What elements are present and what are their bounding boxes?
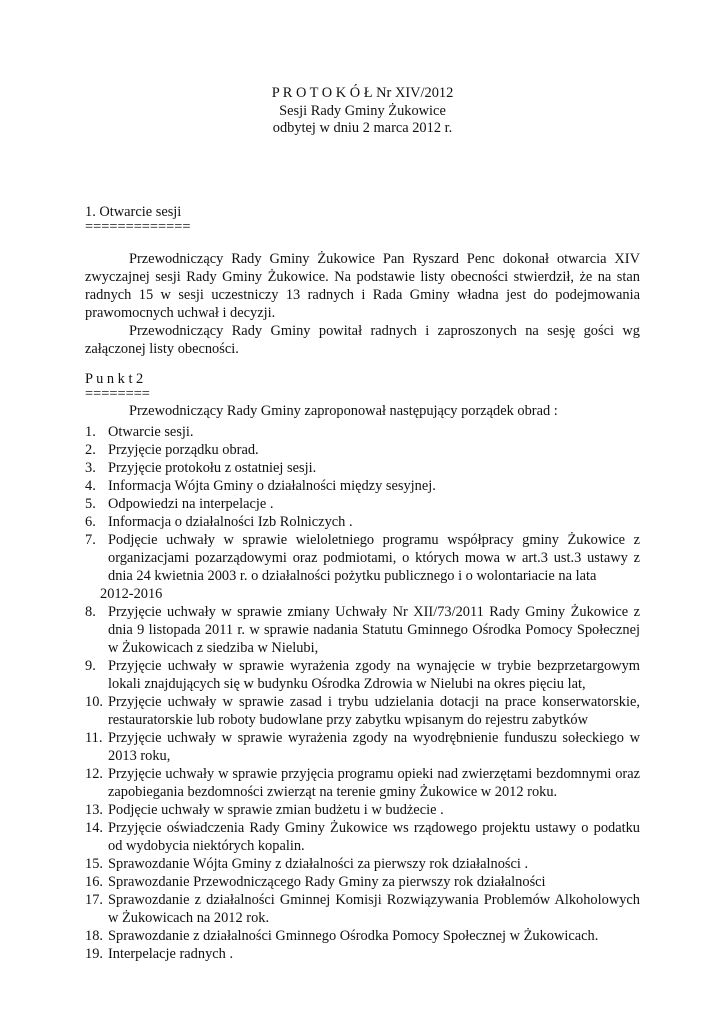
list-item [85,693,640,729]
heading-underline: ======== [85,386,150,402]
list-item [85,927,640,945]
list-item [85,819,640,855]
item-text: Przyjęcie uchwały w sprawie zmiany Uchwały Nr XII/73/2011 Rady Gminy Żukowice z dnia 9 listopada 2011 r. w sprawie nadania Statutu Gminnego Ośrodka Pomocy Społecznej w Żukowicach z siedziba w Nielubi, [108,604,640,656]
item-number: 2. [85,442,96,458]
section-heading: P u n k t 2 [85,371,144,387]
list-item [85,477,640,495]
session-subtitle: Sesji Rady Gminy Żukowice [279,102,446,119]
item-text: Odpowiedzi na interpelacje . [108,496,274,512]
item-number: 11. [85,730,103,746]
item-number: 14. [85,820,103,836]
session-date: odbytej w dniu 2 marca 2012 r. [272,120,453,136]
item-text: Przyjęcie oświadczenia Rady Gminy Żukowice ws rządowego projektu ustawy o podatku od wydobycia niektórych kopalin. [108,820,640,854]
item-number: 8. [85,604,96,620]
item-text: Sprawozdanie Wójta Gminy z działalności za pierwszy rok działalności . [108,856,529,872]
opening-text [85,250,640,358]
item-text: Informacja o działalności Izb Rolniczych . [108,514,353,530]
list-item [85,855,640,873]
list-item [85,441,640,459]
protocol-title: P R O T O K Ó Ł Nr XIV/2012 [271,85,454,101]
item-number: 10. [85,694,103,710]
list-item [85,459,640,477]
heading-underline: ============= [85,219,191,235]
item-text: Sprawozdanie Przewodniczącego Rady Gminy za pierwszy rok działalności [108,874,546,890]
list-item [85,729,640,765]
list-item [85,531,640,603]
item-text: Przyjęcie uchwały w sprawie przyjęcia programu opieki nad zwierzętami bezdomnymi oraz zapobiegania bezdomności zwierząt na terenie gminy Żukowice w 2012 roku. [108,766,640,800]
item-number: 9. [85,658,96,674]
list-item [85,657,640,693]
list-item [85,495,640,513]
list-item [85,873,640,891]
item-text: Przyjęcie uchwały w sprawie zasad i trybu udzielania dotacji na prace konserwatorskie, restauratorskie lub roboty budowlane przy zabytku wpisanym do rejestru zabytków [108,694,640,728]
item-text: Przyjęcie porządku obrad. [108,442,259,458]
item-number: 3. [85,460,96,476]
opening-paragraph: Przewodniczący Rady Gminy Żukowice Pan Ryszard Penc dokonał otwarcia XIV zwyczajnej sesji Rady Gminy Żukowice. Na podstawie listy obecności stwierdził, że na stan radnych 15 w sesji uczestniczy 13 radnych i Rada Gminy władna jest do podejmowania prawomocnych uchwał i decyzji. [85,251,640,321]
item-number: 17. [85,892,103,908]
item-number: 18. [85,928,103,944]
greeting-paragraph: Przewodniczący Rady Gminy powitał radnych i zaproszonych na sesję gości wg załączonej listy obecności. [85,323,640,357]
item-text: Informacja Wójta Gminy o działalności między sesyjnej. [108,478,436,494]
item-number: 6. [85,514,96,530]
item-text: Interpelacje radnych . [108,946,234,962]
list-item [85,801,640,819]
item-text: Podjęcie uchwały w sprawie zmian budżetu i w budżecie . [108,802,444,818]
list-item [85,891,640,927]
list-item [85,423,640,441]
item-number: 7. [85,532,96,548]
item-number: 12. [85,766,103,782]
item-number: 1. [85,424,96,440]
item-number: 16. [85,874,103,890]
item-number: 15. [85,856,103,872]
item-text: Przyjęcie uchwały w sprawie wyrażenia zgody na wyodrębnienie funduszu sołeckiego w 2013 roku, [108,730,640,764]
item-number: 5. [85,496,96,512]
item-number: 19. [85,946,103,962]
list-item [85,765,640,801]
item-text: Sprawozdanie z działalności Gminnego Ośrodka Pomocy Społecznej w Żukowicach. [108,928,599,944]
item-text: Otwarcie sesji. [108,424,194,440]
document-header [0,84,725,137]
agenda-list [85,423,640,963]
item-text: Sprawozdanie z działalności Gminnej Komisji Rozwiązywania Problemów Alkoholowych w Żukowicach na 2012 rok. [108,892,640,926]
item-text: Przyjęcie protokołu z ostatniej sesji. [108,460,317,476]
section-opening [85,203,640,233]
item-number: 4. [85,478,96,494]
list-item [85,945,640,963]
item-text: Przyjęcie uchwały w sprawie wyrażenia zgody na wynajęcie w trybie bezprzetargowym lokali znajdujących się w budynku Ośrodka Zdrowia w Nielubi na okres pięciu lat, [108,658,640,692]
list-item [85,513,640,531]
section-heading: 1. Otwarcie sesji [85,204,182,220]
section-agenda [85,370,640,420]
item-text: Podjęcie uchwały w sprawie wieloletniego programu współpracy gminy Żukowice z organizacjami pozarządowymi oraz podmiotami, o których mowa w art.3 ust.3 ustawy z dnia 24 kwietnia 2003 r. o działalności pożytku publicznego i o wolontariacie na lata [108,532,640,584]
list-item [85,603,640,657]
item-number: 13. [85,802,103,818]
agenda-intro: Przewodniczący Rady Gminy zaproponował następujący porządek obrad : [129,403,558,419]
item-text-tail: 2012-2016 [100,586,163,602]
